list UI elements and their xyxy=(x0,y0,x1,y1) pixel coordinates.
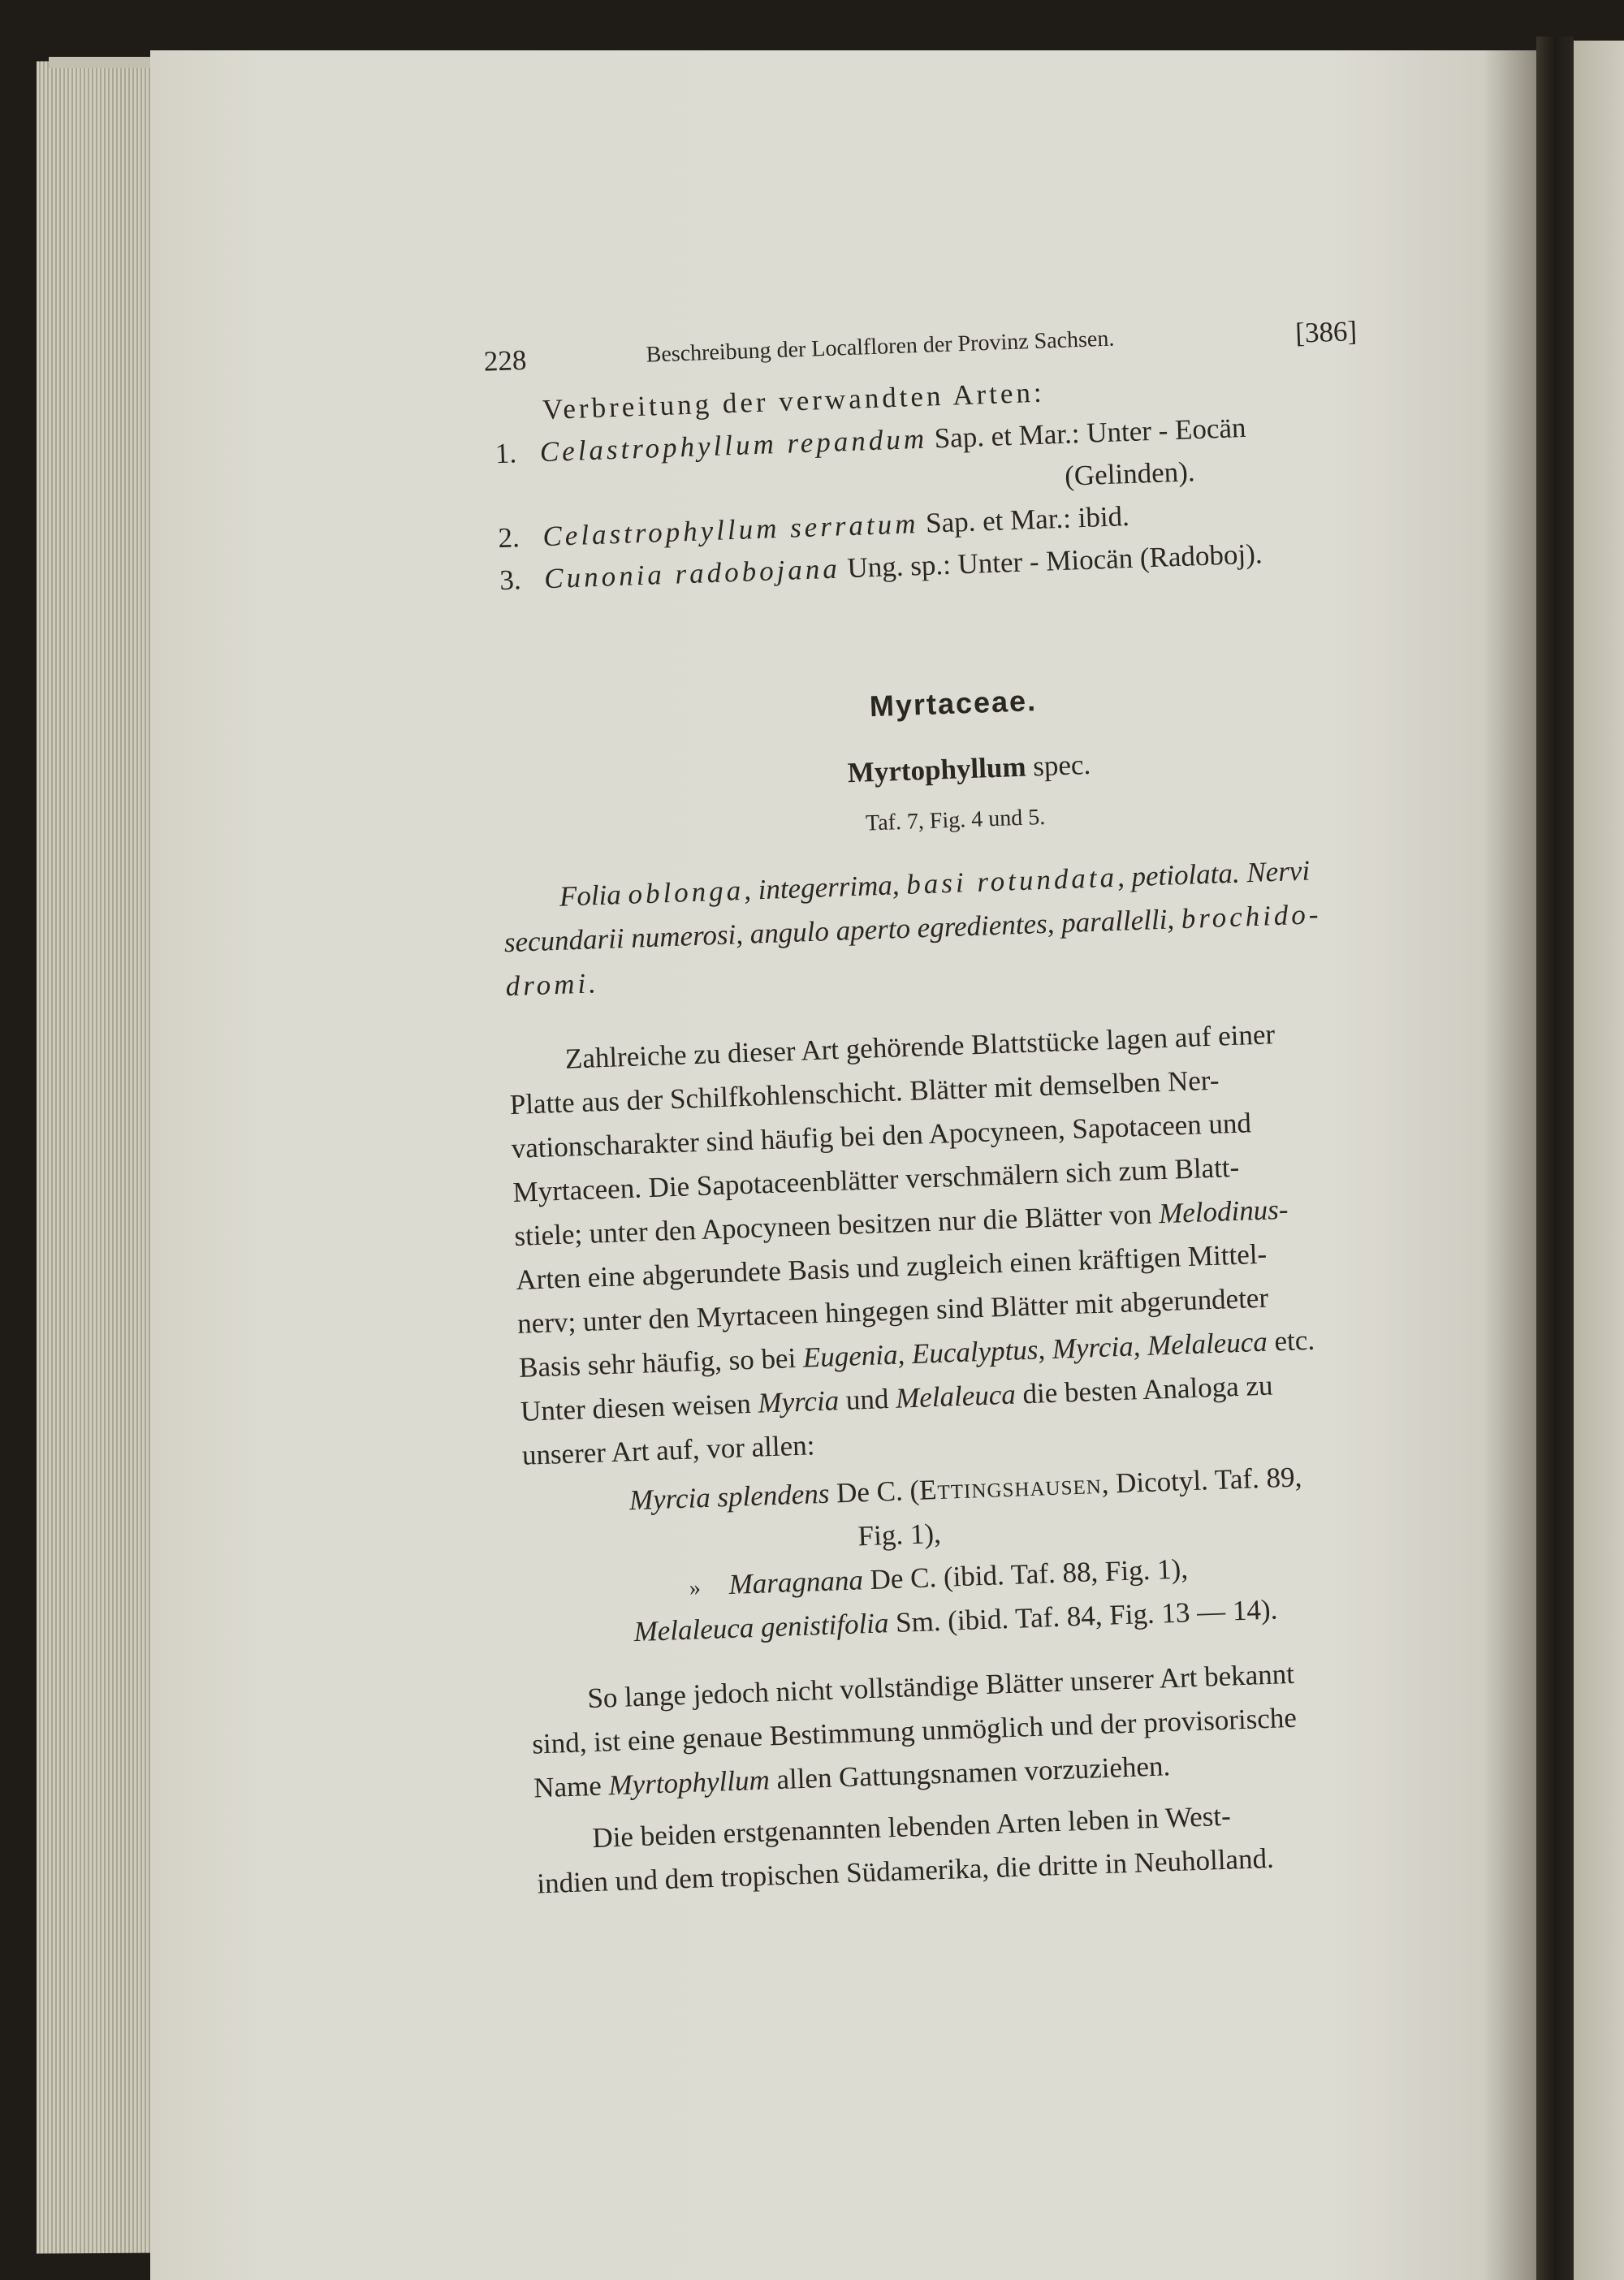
running-title: Beschreibung der Localfloren der Provinz Sachsen. xyxy=(646,326,1115,368)
body-line: unserer Art auf, vor allen: xyxy=(521,1429,815,1471)
body-line: Platte aus der Schilfkohlenschicht. Blätter mit demselben Ner- xyxy=(509,1064,1220,1121)
citation-line: Melaleuca genistifolia Sm. (ibid. Taf. 84, Fig. 13 — 14). xyxy=(633,1593,1278,1648)
bracket-page-number: [386] xyxy=(1294,315,1358,349)
body-line: Myrtaceen. Die Sapotaceenblätter verschmälern sich zum Blatt- xyxy=(512,1151,1240,1208)
body-line: stiele; unter den Apocyneen besitzen nur die Blätter von Melodinus- xyxy=(513,1193,1289,1252)
diagnosis-line: secundarii numerosi, angulo aperto egredientes, parallelli, brochido- xyxy=(503,898,1323,959)
body-line: So lange jedoch nicht vollständige Blätter unserer Art bekannt xyxy=(586,1657,1295,1715)
body-line: sind, ist eine genaue Bestimmung unmöglich und der provisorische xyxy=(531,1701,1298,1760)
body-line: vationscharakter sind häufig bei den Apocyneen, Sapotaceen und xyxy=(511,1107,1252,1165)
body-line: Basis sehr häufig, so bei Eugenia, Eucalyptus, Myrcia, Melaleuca etc. xyxy=(518,1324,1315,1384)
body-line: nerv; unter den Myrtaceen hingegen sind Blätter mit abgerundeter xyxy=(516,1281,1269,1340)
facing-page-edge xyxy=(1574,41,1624,2280)
page-edges xyxy=(37,60,158,2253)
body-line: Zahlreiche zu dieser Art gehörende Blattstücke lagen auf einer xyxy=(564,1018,1276,1075)
genus-heading: Myrtophyllum spec. xyxy=(847,748,1091,789)
body-line: Unter diesen weisen Myrcia und Melaleuca die besten Analoga zu xyxy=(520,1369,1274,1427)
distribution-item-cont: (Gelinden). xyxy=(1064,456,1196,492)
distribution-item: 3. Cunonia radobojana Ung. sp.: Unter - Miocän (Radoboj). xyxy=(499,538,1263,597)
diagnosis-line: dromi. xyxy=(505,967,600,1003)
family-title: Myrtaceae. xyxy=(869,684,1038,723)
distribution-item: 1. Celastrophyllum repandum Sap. et Mar.: Unter - Eocän xyxy=(495,411,1247,470)
body-line: Name Myrtophyllum allen Gattungsnamen vorzuziehen. xyxy=(533,1750,1171,1804)
distribution-heading: Verbreitung der verwandten Arten: xyxy=(542,376,1046,426)
plate-reference: Taf. 7, Fig. 4 und 5. xyxy=(865,804,1046,836)
body-line: Die beiden erstgenannten lebenden Arten leben in West- xyxy=(591,1799,1232,1855)
diagnosis-line: Folia oblonga, integerrima, basi rotundata, petiolata. Nervi xyxy=(559,854,1311,913)
citation-line: Fig. 1), xyxy=(857,1517,942,1552)
citation-line: » Maragnana De C. (ibid. Taf. 88, Fig. 1), xyxy=(689,1552,1189,1601)
citation-line: Myrcia splendens De C. (Ettingshausen, Dicotyl. Taf. 89, xyxy=(628,1461,1302,1517)
page-number: 228 xyxy=(483,343,528,378)
distribution-item: 2. Celastrophyllum serratum Sap. et Mar.: ibid. xyxy=(497,500,1130,555)
body-line: Arten eine abgerundete Basis und zugleich einen kräftigen Mittel- xyxy=(515,1237,1268,1296)
book-gutter xyxy=(1536,37,1574,2280)
body-line: indien und dem tropischen Südamerika, die dritte in Neuholland. xyxy=(536,1842,1275,1900)
